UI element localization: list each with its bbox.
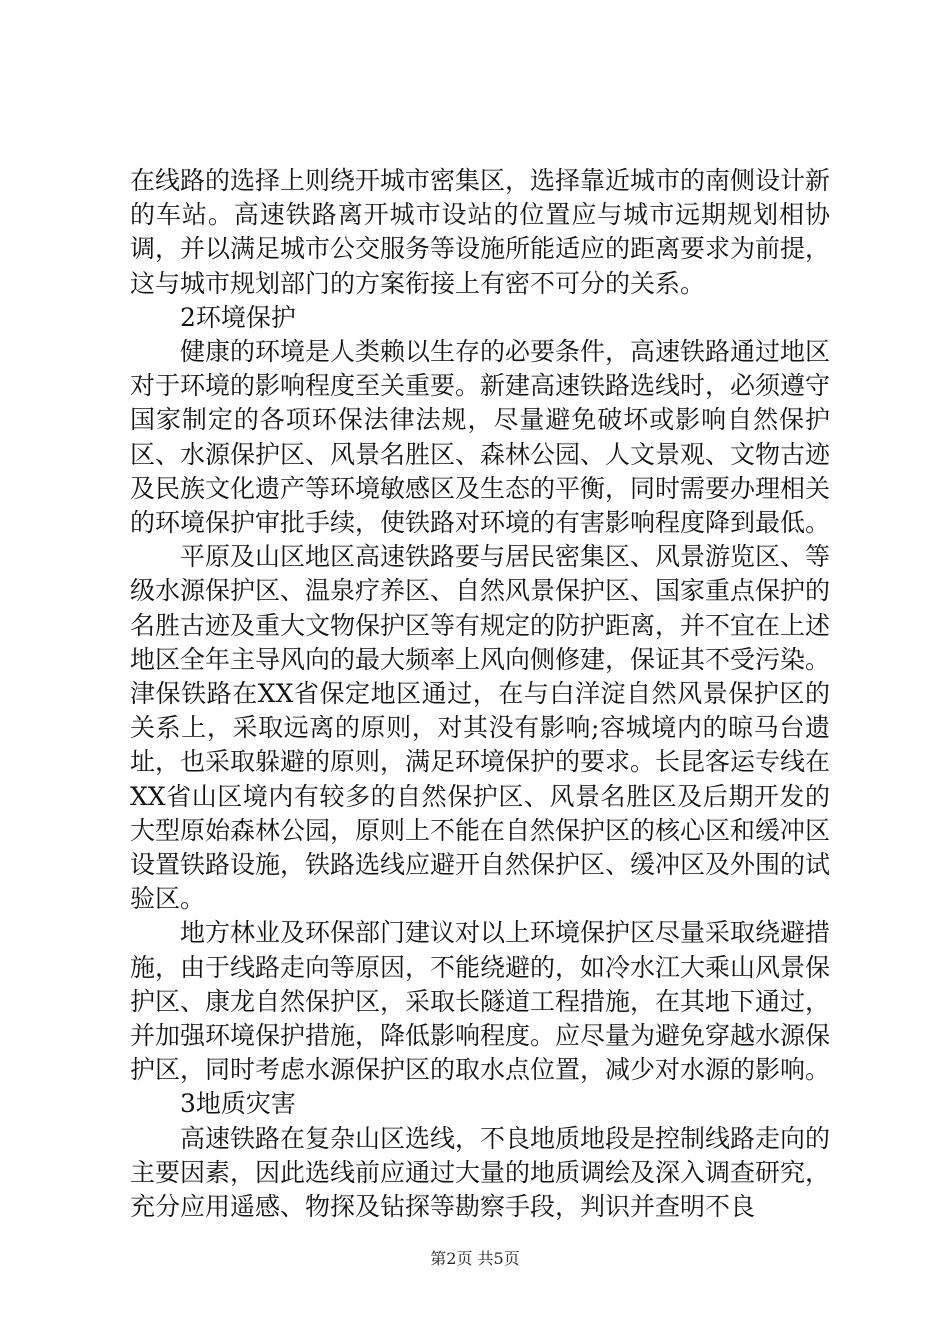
section-heading-environment: 2环境保护 bbox=[180, 302, 296, 332]
paragraph-protection-distance: 平原及山区地区高速铁路要与居民密集区、风景游览区、等级水源保护区、温泉疗养区、自然风景保护区、国家重点保护的名胜古迹及重大文物保护区等有规定的防护距离，并不宜在上述地区全年主导风向的最大频率上风向侧修建，保证其不受污染。津保铁路在XX省保定地区通过，在与白洋淀自然风景保护区的关系上，采取远离的原则，对其没有影响;容城境内的晾马台遗址，也采取躲避的原则，满足环境保护的要求。长昆客运专线在XX省山区境内有较多的自然保护区、风景名胜区及后期开发的大型原始森林公园，原则上不能在自然保护区的核心区和缓冲区设置铁路设施，铁路选线应避开自然保护区、缓冲区及外围的试验区。 bbox=[130, 542, 831, 914]
paragraph-environment-intro: 健康的环境是人类赖以生存的必要条件，高速铁路通过地区对于环境的影响程度至关重要。新建高速铁路选线时，必须遵守国家制定的各项环保法律法规，尽量避免破坏或影响自然保护区、水源保护区、风景名胜区、森林公园、人文景观、文物古迹及民族文化遗产等环境敏感区及生态的平衡，同时需要办理相关的环境保护审批手续，使铁路对环境的有害影响程度降到最低。 bbox=[130, 337, 831, 538]
paragraph-forestry-measures: 地方林业及环保部门建议对以上环境保护区尽量采取绕避措施，由于线路走向等原因，不能绕避的，如冷水江大乘山风景保护区、康龙自然保护区，采取长隧道工程措施，在其地下通过，并加强环境保护措施，降低影响程度。应尽量为避免穿越水源保护区，同时考虑水源保护区的取水点位置，减少对水源的影响。 bbox=[130, 918, 831, 1085]
document-body bbox=[130, 164, 830, 1224]
paragraph-geology-intro: 高速铁路在复杂山区选线，不良地质地段是控制线路走向的主要因素，因此选线前应通过大量的地质调绘及深入调查研究，充分应用遥感、物探及钻探等勘察手段，判识并查明不良 bbox=[130, 1123, 831, 1222]
section-heading-geology: 3地质灾害 bbox=[180, 1089, 296, 1119]
page-footer: 第2页 共5页 bbox=[430, 1249, 520, 1268]
paragraph-continuation: 在线路的选择上则绕开城市密集区，选择靠近城市的南侧设计新的车站。高速铁路离开城市设站的位置应与城市远期规划相协调，并以满足城市公交服务等设施所能适应的距离要求为前提，这与城市规划部门的方案衔接上有密不可分的关系。 bbox=[130, 166, 831, 298]
